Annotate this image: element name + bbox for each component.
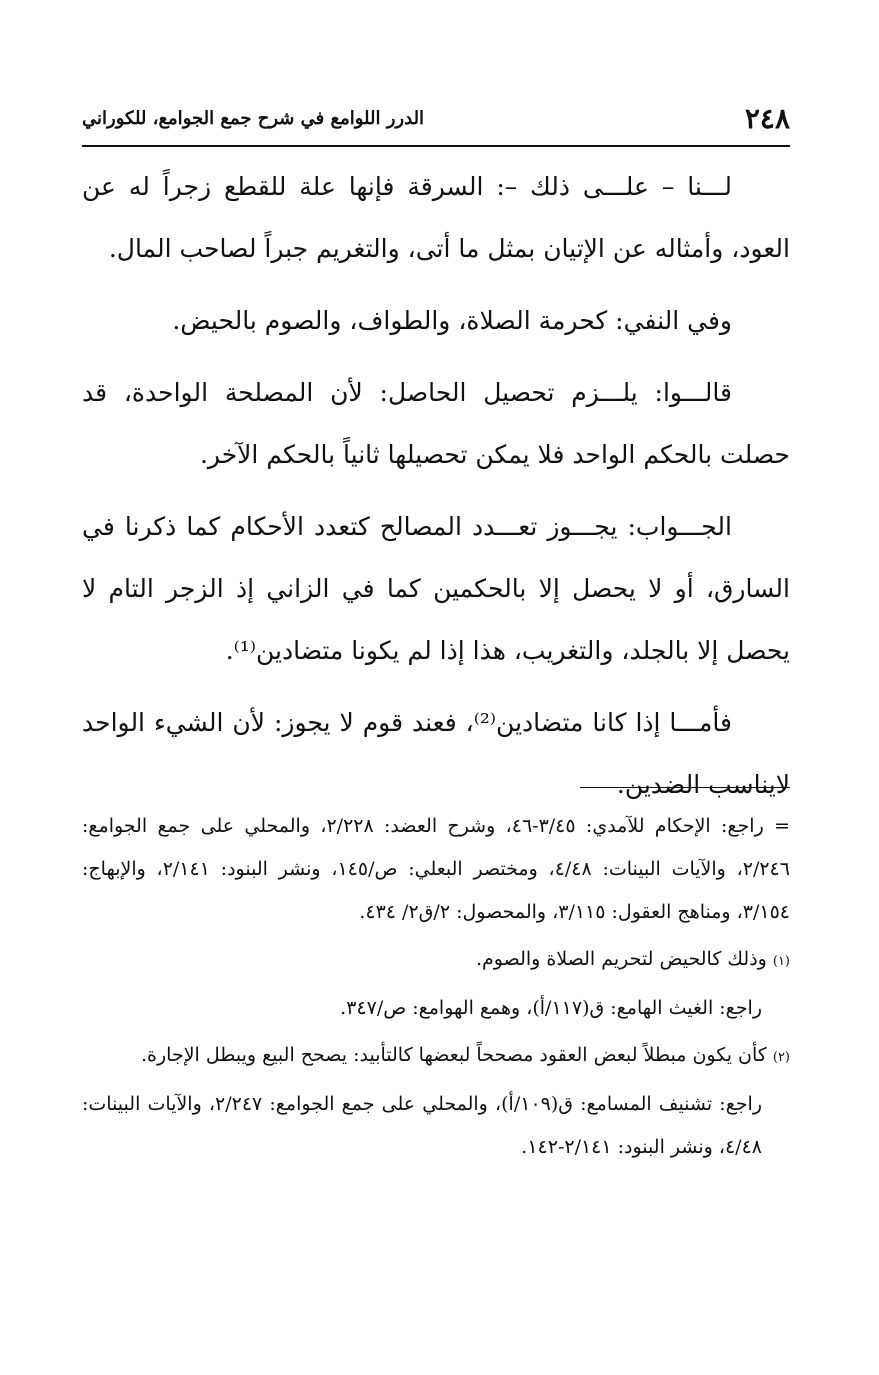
running-title: الدرر اللوامع في شرح جمع الجوامع، للكوراني (82, 107, 425, 129)
main-text (82, 156, 790, 826)
footnote-marker: (١) (772, 954, 790, 969)
footnotes (82, 805, 790, 1173)
page-number: ٢٤٨ (744, 101, 790, 135)
footnote-continuation: = راجع: الإحكام للآمدي: ٣/٤٥-٤٦، وشرح العضد: ٢/٢٢٨، والمحلي على جمع الجوامع: ٢/٢٤٦، والآيات البينات: ٤/٤٨، ومختصر البعلي: ص/١٤٥، ونشر البنود: ٢/١٤١، والإبهاج: ٣/١٥٤، ومناهج العقول: ٣/١١٥، والمحصول: ٢/ق٢/ ٤٣٤. (82, 815, 790, 923)
footnote-2-reference: راجع: تشنيف المسامع: ق(١٠٩/أ)، والمحلي على جمع الجوامع: ٢/٢٤٧، والآيات البينات: ٤/٤٨، ونشر البنود: ٢/١٤١-١٤٢. (82, 1093, 763, 1158)
header-rule (82, 145, 790, 147)
page-header (82, 96, 790, 140)
paragraph: الجـــواب: يجـــوز تعـــدد المصالح كتعدد الأحكام كما ذكرنا في السارق، أو لا يحصل إلا بالحكمين كما في الزاني إذ الزجر التام لا يحصل إلا بالجلد، والتغريب، هذا إذا لم يكونا متضادين⁽¹⁾. (82, 512, 790, 665)
footnote-separator (580, 787, 790, 788)
paragraph: فأمـــا إذا كانا متضادين⁽²⁾، فعند قوم لا يجوز: لأن الشيء الواحد لايناسب الضدين. (82, 708, 790, 799)
footnote-text: وذلك كالحيض لتحريم الصلاة والصوم. (475, 948, 767, 970)
footnote-text: كأن يكون مبطلاً لبعض العقود مصححاً لبعضها كالتأبيد: يصحح البيع ويبطل الإجارة. (141, 1044, 767, 1066)
paragraph: وفي النفي: كحرمة الصلاة، والطواف، والصوم بالحيض. (172, 306, 732, 335)
footnote-marker: (٢) (772, 1050, 790, 1065)
paragraph: قالـــوا: يلـــزم تحصيل الحاصل: لأن المصلحة الواحدة، قد حصلت بالحكم الواحد فلا يمكن تحصيلها ثانياً بالحكم الآخر. (82, 378, 790, 469)
footnote-2 (82, 1034, 790, 1079)
footnote-1 (82, 938, 790, 983)
paragraph: لـــنا – علـــى ذلك –: السرقة فإنها علة للقطع زجراً له عن العود، وأمثاله عن الإتيان بمثل ما أتى، والتغريم جبراً لصاحب المال. (82, 172, 790, 263)
footnote-1-reference: راجع: الغيث الهامع: ق(١١٧/أ)، وهمع الهوامع: ص/٣٤٧. (340, 997, 762, 1019)
